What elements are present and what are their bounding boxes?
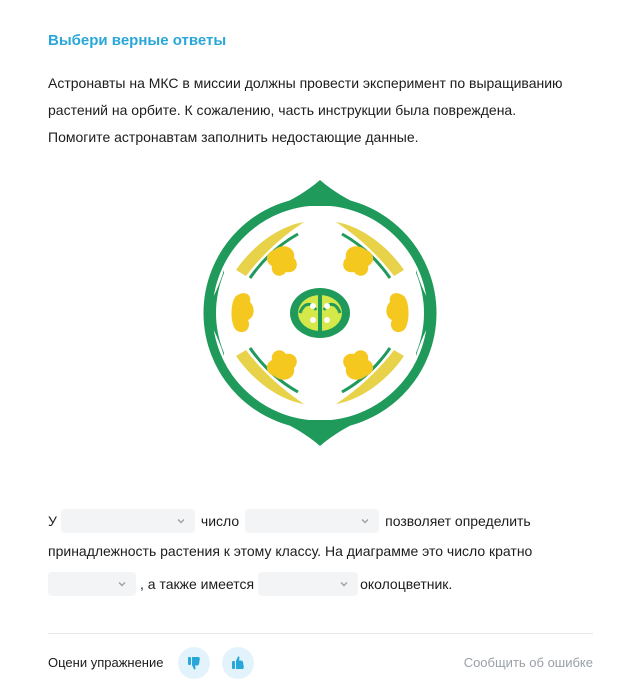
answer-select-4[interactable] xyxy=(258,572,358,596)
chevron-down-icon xyxy=(338,578,350,590)
report-error-link[interactable]: Сообщить об ошибке xyxy=(463,655,593,670)
sentence-part-3: позволяет определить xyxy=(385,513,531,529)
task-text-line-2: растений на орбите. К сожалению, часть инструкции была повреждена. xyxy=(48,102,517,118)
sentence-part-2: число xyxy=(200,513,240,529)
sentence-part-4: принадлежность растения к этому классу. На диаграмме это число кратно xyxy=(48,543,533,559)
flower-diagram xyxy=(200,178,440,448)
task-text xyxy=(48,70,608,151)
footer-divider xyxy=(48,633,593,634)
answer-select-1[interactable] xyxy=(61,509,195,533)
task-text-line-1: Астронавты на МКС в миссии должны провести эксперимент по выращиванию xyxy=(48,75,563,91)
sentence-part-6: околоцветник. xyxy=(360,576,453,592)
thumbs-down-button[interactable] xyxy=(178,647,210,679)
thumbs-up-button[interactable] xyxy=(222,647,254,679)
chevron-down-icon xyxy=(359,515,371,527)
answer-select-3[interactable] xyxy=(48,572,136,596)
sentence-part-1: У xyxy=(48,513,57,529)
answer-select-2[interactable] xyxy=(245,509,379,533)
chevron-down-icon xyxy=(175,515,187,527)
chevron-down-icon xyxy=(116,578,128,590)
sentence-line-1 xyxy=(48,509,531,533)
thumbs-up-icon xyxy=(230,655,246,671)
task-title: Выбери верные ответы xyxy=(48,32,227,49)
sentence-line-2 xyxy=(48,541,532,561)
task-text-line-3: Помогите астронавтам заполнить недостающие данные. xyxy=(48,129,419,145)
thumbs-down-icon xyxy=(186,655,202,671)
sentence-line-3 xyxy=(48,572,452,596)
rate-label: Оцени упражнение xyxy=(48,655,164,670)
sentence-part-5: , а также имеется xyxy=(140,576,255,592)
